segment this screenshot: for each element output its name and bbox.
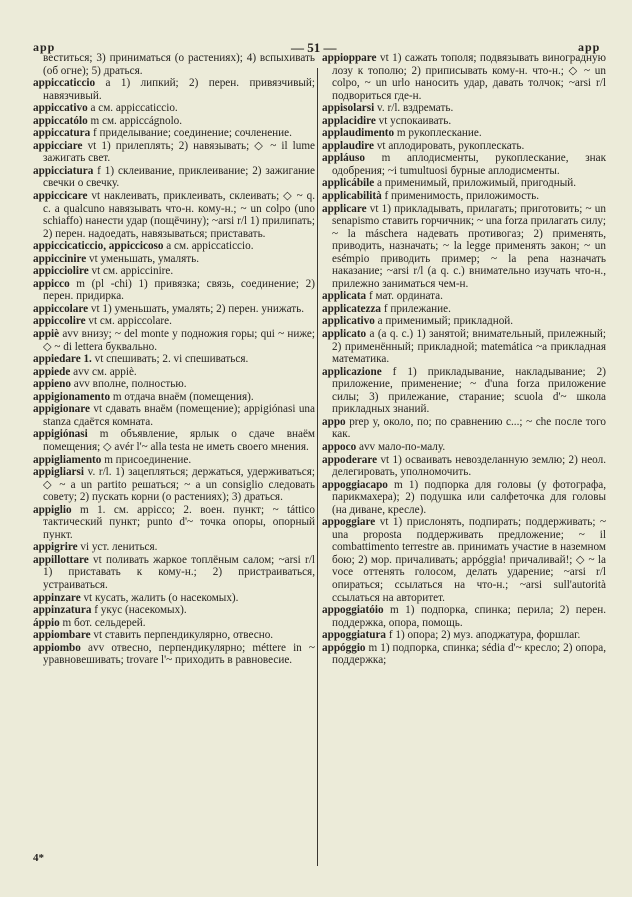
headword: áppio <box>33 616 60 629</box>
definition: vt уменьшать, умалять. <box>86 252 200 265</box>
dictionary-entry <box>322 140 606 153</box>
dictionary-entry <box>322 303 606 316</box>
dictionary-entry <box>322 642 606 667</box>
dictionary-entry <box>33 165 315 190</box>
definition: vt 1) осваивать невозделанную землю; 2) неол. делегировать, уполномочить. <box>332 453 606 479</box>
headword: appiedare 1. <box>33 353 92 366</box>
dictionary-entry <box>322 416 606 441</box>
headword: appicciolire <box>33 265 89 278</box>
definition: f мат. ордината. <box>366 290 443 303</box>
headword: appigliarsi <box>33 466 84 479</box>
headword: appiccaticcio <box>33 77 96 90</box>
running-head-left: app <box>33 40 56 54</box>
dictionary-entry <box>322 52 606 102</box>
definition: a 1) липкий; 2) перен. привязчивый; навязчивый. <box>43 77 315 102</box>
dictionary-entry <box>33 190 315 240</box>
headword: appigliamento <box>33 453 102 466</box>
definition: m см. appiccágnolo. <box>87 114 183 127</box>
definition: a применимый, приложимый, пригодный. <box>374 177 577 190</box>
headword: applicare <box>322 202 367 215</box>
headword: appoggiatura <box>322 629 387 642</box>
dictionary-entry <box>322 290 606 303</box>
headword: appigionamento <box>33 390 111 403</box>
dictionary-entry <box>322 328 606 366</box>
dictionary-entry <box>33 642 315 667</box>
definition: vt ставить перпендикулярно, отвесно. <box>90 629 274 642</box>
dictionary-entry <box>33 617 315 630</box>
definition: m бот. сельдерей. <box>59 616 146 629</box>
definition: m присоединение. <box>101 453 192 466</box>
dictionary-entry <box>33 253 315 266</box>
definition: avv отвесно, перпендикулярно; méttere in ~ уравновешивать; trovare l'~ приходить в равновесие. <box>43 641 315 667</box>
headword: appiccolare <box>33 302 89 315</box>
dictionary-entry <box>33 629 315 642</box>
definition: vt 1) сажать тополя; подвязывать виноградную лозу к тополю; 2) приписывать кому-н. что-н.; ◇ ~ un colpo, ~ un urlo наносить удар, давать толчок; ~arsi r/l подвориться где-н. <box>332 52 606 102</box>
running-head-right: app <box>578 40 601 54</box>
left-column <box>33 52 315 667</box>
dictionary-entry <box>33 403 315 428</box>
dictionary-entry <box>322 516 606 604</box>
headword: appisolarsi <box>322 102 375 115</box>
dictionary-entry <box>322 177 606 190</box>
headword: appiombo <box>33 641 81 654</box>
dictionary-entry <box>33 278 315 303</box>
page-number: — 51 — <box>291 40 337 55</box>
definition: vt аплодировать, рукоплескать. <box>374 139 525 152</box>
headword: applicábile <box>322 177 375 190</box>
headword: appinzare <box>33 591 81 604</box>
definition: f приделывание; соединение; сочленение. <box>90 127 292 140</box>
headword: appigionare <box>33 403 90 416</box>
dictionary-entry <box>33 504 315 542</box>
headword: appiccinire <box>33 252 87 265</box>
headword: appiccativo <box>33 102 88 115</box>
headword: appiccicaticcio, appiccicoso <box>33 240 164 253</box>
definition: vt успокаивать. <box>375 114 452 127</box>
dictionary-entry <box>33 428 315 453</box>
dictionary-entry <box>33 391 315 404</box>
headword: appiè <box>33 328 60 341</box>
headword: appoggiacapo <box>322 478 388 491</box>
headword: appieno <box>33 378 71 391</box>
headword: appiede <box>33 365 71 378</box>
definition: vt 1) уменьшать, умалять; 2) перен. унижать. <box>88 302 305 315</box>
dictionary-entry <box>33 378 315 391</box>
headword: applicatezza <box>322 302 382 315</box>
headword: appóggio <box>322 641 366 654</box>
definition: v. r/l. вздремать. <box>374 102 454 115</box>
dictionary-entry <box>33 466 315 504</box>
definition: m 1) подпорка, спинка; sédia d'~ кресло; 2) опора, поддержка; <box>332 641 606 667</box>
definition: a см. appiccaticcio. <box>87 102 178 115</box>
definition: vt 1) прислонять, подпирать; поддерживать; ~ una proposta поддерживать предложение; ~ il combattimento terrestre ав. принимать участие в наземном бою; 2) мор. причаливать; appóggia! причаливай!; ◇ ~ la voce оттенять голосом, делать ударение; ~arsi r/l опираться; ссылаться на что-н.; ~arsi sull'autorità ссылаться на авторитет. <box>332 516 606 604</box>
definition: a (a q. c.) 1) занятой; внимательный, прилежный; 2) применённый; прикладной; matemática ~a прикладная математика. <box>332 328 606 366</box>
definition: f 1) склеивание, приклеивание; 2) зажигание свечки о свечку. <box>43 164 315 190</box>
dictionary-entry <box>33 77 315 102</box>
headword: appiglio <box>33 503 72 516</box>
definition: f прилежание. <box>381 302 451 315</box>
headword: appiccolire <box>33 315 86 328</box>
dictionary-entry <box>33 265 315 278</box>
definition: prep у, около, по; по сравнению с...; ~ che после того как. <box>332 415 606 441</box>
definition: vi уст. лениться. <box>77 541 158 554</box>
dictionary-entry <box>33 454 315 467</box>
definition: vt см. appiccinire. <box>88 265 174 278</box>
definition: a см. appiccaticcio. <box>163 240 254 253</box>
dictionary-entry <box>322 441 606 454</box>
headword: applicato <box>322 328 367 341</box>
dictionary-entry <box>322 454 606 479</box>
dictionary-entry <box>33 102 315 115</box>
dictionary-entry <box>322 479 606 517</box>
headword: applicazione <box>322 365 382 378</box>
dictionary-entry <box>322 315 606 328</box>
dictionary-entry <box>33 353 315 366</box>
dictionary-entry <box>322 127 606 140</box>
headword: appinzatura <box>33 604 92 617</box>
definition: f 1) прикладывание, накладывание; 2) приложение, применение; ~ d'una forza приложение силы; 3) прилежание, старание; scuola d'~ школа прикладных знаний. <box>332 365 606 416</box>
definition: vt см. appiccolare. <box>85 315 172 328</box>
definition: m 1. см. appicco; 2. воен. пункт; ~ táttico тактический пункт; punto d'~ точка опоры, опорный пункт. <box>43 503 315 541</box>
definition: avv см. appiè. <box>70 365 137 378</box>
headword: applicabilità <box>322 190 382 203</box>
headword: applacidire <box>322 114 376 127</box>
dictionary-entry <box>33 554 315 592</box>
headword: appoderare <box>322 453 378 466</box>
headword: appillottare <box>33 553 89 566</box>
definition: m объявление, ярлык о сдаче внаём помещения; ◇ avér l'~ alla testa не иметь своего мнения. <box>43 428 315 453</box>
headword: appoco <box>322 440 357 453</box>
dictionary-entry <box>33 328 315 353</box>
headword: appicco <box>33 277 70 290</box>
dictionary-entry <box>33 315 315 328</box>
definition: m отдача внаём (помещения). <box>110 390 254 403</box>
dictionary-entry <box>322 190 606 203</box>
definition: avv вполне, полностью. <box>70 378 187 391</box>
headword: applaudire <box>322 139 375 152</box>
headword: appoggiatóio <box>322 604 384 617</box>
headword: appiccatólo <box>33 114 88 127</box>
dictionary-entry <box>33 127 315 140</box>
dictionary-entry <box>33 240 315 253</box>
definition: m аплодисменты, рукоплескание, знак одобрения; ~i tumultuosi бурные аплодисменты. <box>332 152 606 177</box>
headword: appioppare <box>322 52 377 64</box>
definition: vt сдавать внаём (помещение); appigiónasi una stanza сдаётся комната. <box>43 403 315 428</box>
headword: appo <box>322 415 346 428</box>
column-divider <box>317 68 318 866</box>
definition: m 1) подпорка для головы (у фотографа, парикмахера); 2) подушка или салфеточка для головы (на диване, кресле). <box>332 478 606 516</box>
definition: a применимый; прикладной. <box>374 315 514 328</box>
definition: f 1) опора; 2) муз. аподжатура, форшлаг. <box>386 629 581 642</box>
headword: applicativo <box>322 315 375 328</box>
dictionary-entry <box>322 115 606 128</box>
dictionary-entry <box>322 203 606 291</box>
dictionary-entry <box>322 629 606 642</box>
dictionary-entry <box>33 592 315 605</box>
headword: applicata <box>322 290 367 303</box>
definition: f применимость, приложимость. <box>381 190 539 203</box>
dictionary-entry <box>33 604 315 617</box>
continued-entry: веститься; 3) приниматься (о растениях); 4) вспыхивать (об огне); 5) драться. <box>43 52 315 77</box>
headword: appigrire <box>33 541 78 554</box>
right-column <box>322 52 606 667</box>
definition: avv внизу; ~ del monte у подножия горы; qui ~ ниже; ◇ ~ di lettera буквально. <box>43 328 315 353</box>
definition: vt 1) прикладывать, прилагать; приготовить; ~ un senapismo ставить горчичник; ~ una forza прилагать силу; ~ la máschera надевать противогаз; 2) применять, приводить, назначать; ~ la legge применять закон; ~ un esémpio приводить пример; ~ la pena назначать наказание; ~arsi r/l (a q. c.) внимательно изучать что-н., прилежно заниматься чем-н. <box>332 202 606 290</box>
definition: v. r/l. 1) зацепляться; держаться, удерживаться; ◇ ~ a un partito решаться; ~ a un consiglio следовать совету; 2) пускать корни (о растениях); 3) драться. <box>43 466 315 504</box>
dictionary-entry <box>322 366 606 416</box>
signature-mark: 4* <box>33 852 44 864</box>
definition: vt 1) прилеплять; 2) навязывать; ◇ ~ il lume зажигать свет. <box>43 139 315 165</box>
headword: applaudimento <box>322 127 395 140</box>
definition: avv мало-по-малу. <box>356 440 446 453</box>
headword: appicciare <box>33 139 83 152</box>
dictionary-entry <box>33 541 315 554</box>
headword: appicciatura <box>33 164 94 177</box>
dictionary-entry <box>33 303 315 316</box>
headword: appláuso <box>322 152 365 165</box>
headword: appiccicare <box>33 190 88 203</box>
dictionary-entry <box>33 140 315 165</box>
headword: appiccatura <box>33 127 91 140</box>
dictionary-entry <box>33 366 315 379</box>
headword: appiombare <box>33 629 91 642</box>
definition: m (pl -chi) 1) привязка; связь, соединение; 2) перен. придирка. <box>43 277 315 303</box>
dictionary-entry <box>322 604 606 629</box>
dictionary-entry <box>322 152 606 177</box>
definition: vt спешивать; 2. vi спешиваться. <box>91 353 249 366</box>
definition: f укус (насекомых). <box>91 604 187 617</box>
headword: appigiónasi <box>33 428 88 441</box>
definition: vt кусать, жалить (о насекомых). <box>80 591 239 604</box>
dictionary-entry <box>33 115 315 128</box>
definition: vt поливать жаркое топлёным салом; ~arsi r/l 1) приставать к кому-н.; 2) пристраиваться, устраиваться. <box>43 553 315 591</box>
definition: vt наклеивать, приклеивать, склеивать; ◇ ~ q. c. a qualcuno навязывать что-н. кому-н.; ~ un colpo (uno schiaffo) нанести удар (пощёчину); ~arsi r/l 1) прилипать; 2) перен. надоедать, навязываться; приставать. <box>43 190 315 240</box>
headword: appoggiare <box>322 516 376 529</box>
dictionary-entry <box>322 102 606 115</box>
definition: m 1) подпорка, спинка; перила; 2) перен. поддержка, опора, помощь. <box>332 604 606 629</box>
definition: m рукоплескание. <box>394 127 482 140</box>
